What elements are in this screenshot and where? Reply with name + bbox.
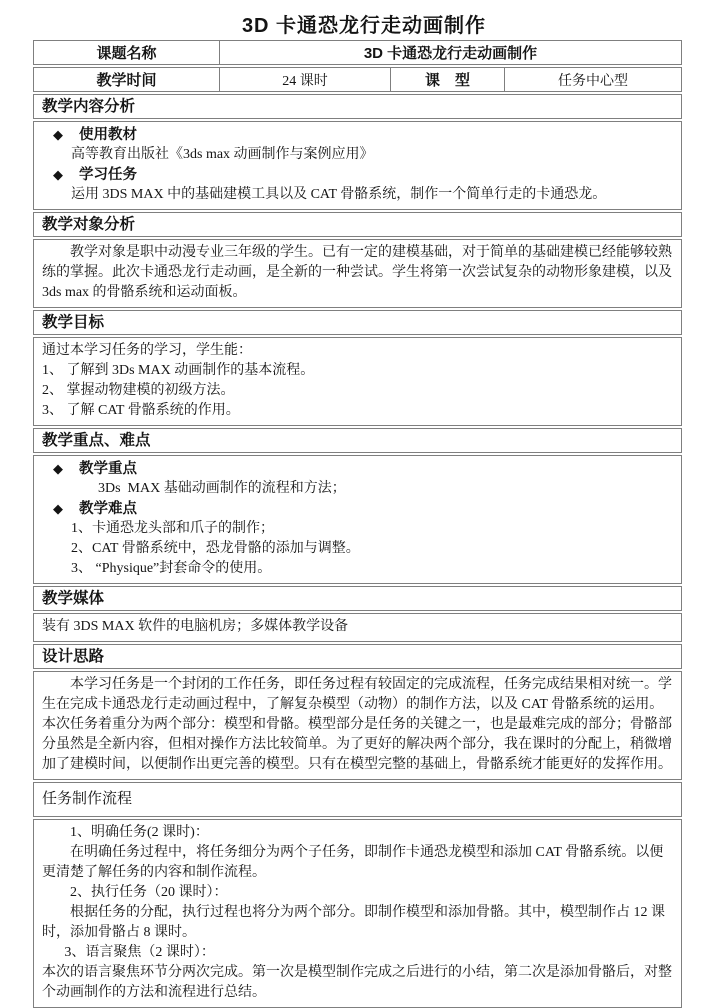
document-title: 3D 卡通恐龙行走动画制作 (241, 15, 487, 37)
teaching-focus-bullet-line (42, 459, 673, 479)
section-body-objectives (33, 337, 682, 426)
meta-row (33, 67, 682, 92)
workflow-step1-body: 在明确任务过程中，将任务细分为两个子任务，即制作卡通恐龙模型和添加 CAT 骨骼系统。以便更清楚了解任务的内容和制作流程。 (42, 845, 664, 880)
workflow-step1-title: 1、明确任务(2 课时)： (70, 825, 209, 840)
section-header-design: 设计思路 (33, 644, 682, 669)
diamond-bullet-icon: ◆ (53, 501, 63, 516)
section-body-key-points (33, 455, 682, 584)
section-header-key-points: 教学重点、难点 (33, 428, 682, 453)
section-header-workflow: 任务制作流程 (33, 782, 682, 817)
section-header-audience-analysis: 教学对象分析 (33, 212, 682, 237)
diamond-bullet-icon: ◆ (53, 461, 63, 476)
objective-item: 1、 了解到 3Ds MAX 动画制作的基本流程。 (42, 363, 315, 378)
teaching-focus-text: 3Ds MAX 基础动画制作的流程和方法； (98, 481, 346, 496)
workflow-step2-body: 根据任务的分配，执行过程也将分为两个部分。即制作模型和添加骨骼。其中，模型制作占 12 课时，添加骨骼占 8 课时。 (42, 905, 665, 940)
teaching-time-value: 24 课时 (219, 68, 390, 91)
teaching-difficulty-title: 教学难点 (79, 501, 137, 517)
lesson-type-value: 任务中心型 (504, 68, 681, 91)
objective-item: 3、 了解 CAT 骨骼系统的作用。 (42, 403, 240, 418)
section-header-content-analysis: 教学内容分析 (33, 94, 682, 119)
diamond-bullet-icon: ◆ (53, 127, 63, 142)
topic-label: 课题名称 (96, 45, 157, 62)
difficulty-item: 3、 “Physique”封套命令的使用。 (71, 561, 272, 576)
difficulty-item: 1、卡通恐龙头部和爪子的制作； (71, 521, 274, 536)
difficulty-item: 2、CAT 骨骼系统中，恐龙骨骼的添加与调整。 (71, 541, 360, 556)
learning-task-bullet-title: 学习任务 (79, 167, 137, 183)
textbook-bullet-title: 使用教材 (79, 127, 137, 143)
workflow-step3-title: 3、语言聚焦（2 课时）： (64, 945, 215, 960)
section-body-audience-analysis (33, 239, 682, 308)
workflow-step3-body: 本次的语言聚焦环节分两次完成。第一次是模型制作完成之后进行的小结，第二次是添加骨骼后，对整个动画制作的方法和流程进行总结。 (42, 965, 672, 1000)
diamond-bullet-icon: ◆ (53, 167, 63, 182)
objectives-intro: 通过本学习任务的学习，学生能： (42, 343, 252, 358)
objective-item: 2、 掌握动物建模的初级方法。 (42, 383, 235, 398)
textbook-bullet-line (42, 125, 673, 145)
teaching-time-label: 教学时间 (96, 72, 157, 89)
section-header-objectives: 教学目标 (33, 310, 682, 335)
teaching-plan-table (33, 40, 682, 1008)
lesson-type-label: 课 型 (390, 68, 504, 91)
section-body-design (33, 671, 682, 780)
learning-task-bullet-line (42, 165, 673, 185)
textbook-text: 高等教育出版社《3ds max 动画制作与案例应用》 (71, 147, 374, 162)
section-body-media (33, 613, 682, 642)
section-body-content-analysis (33, 121, 682, 210)
workflow-step2-title: 2、执行任务（20 课时）： (70, 885, 228, 900)
teaching-difficulty-bullet-line (42, 499, 673, 519)
topic-value: 3D 卡通恐龙行走动画制作 (219, 41, 681, 64)
teaching-focus-title: 教学重点 (79, 461, 137, 477)
section-body-workflow (33, 819, 682, 1008)
design-paragraph: 本学习任务是一个封闭的工作任务，即任务过程有较固定的完成流程，任务完成结果相对统一。学生在完成卡通恐龙行走动画过程中，了解复杂模型（动物）的制作方法，以及 CAT 骨骼系统的运用。本次任务着重分为两个部分：模型和骨骼。模型部分是任务的关键之一，也是最难完成的部分；骨骼部分虽然是全新内容，但相对操作方法比较简单。为了更好的解决两个部分，我在课时的分配上，稍微增加了建模时间，以便制作出更完善的模型。只有在模型完整的基础上，骨骼系统才能更好的发挥作用。 (42, 677, 672, 772)
topic-row (33, 40, 682, 65)
section-header-media: 教学媒体 (33, 586, 682, 611)
media-text: 装有 3DS MAX 软件的电脑机房；多媒体教学设备 (42, 619, 349, 634)
audience-analysis-paragraph: 教学对象是职中动漫专业三年级的学生。已有一定的建模基础，对于简单的基础建模已经能够较熟练的掌握。此次卡通恐龙行走动画，是全新的一种尝试。学生将第一次尝试复杂的动物形象建模，以及 3ds max 的骨骼系统和运动面板。 (42, 245, 676, 300)
learning-task-text: 运用 3DS MAX 中的基础建模工具以及 CAT 骨骼系统，制作一个简单行走的卡通恐龙。 (71, 187, 607, 202)
